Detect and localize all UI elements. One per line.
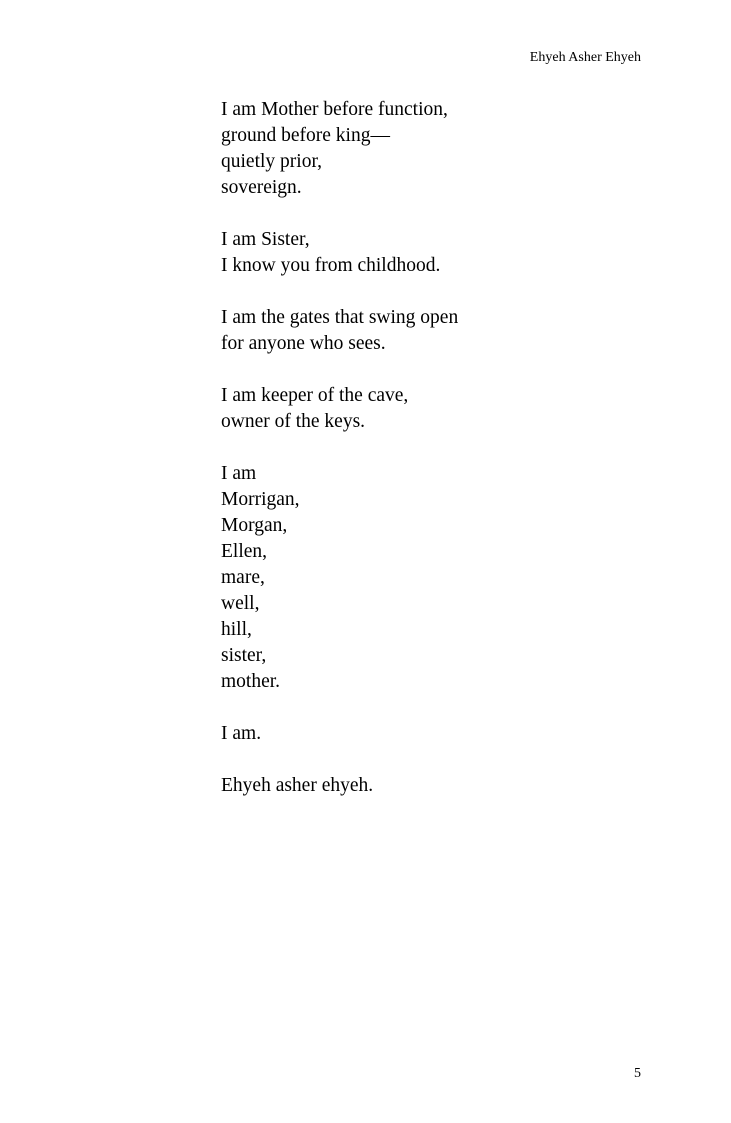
stanza — [221, 227, 641, 279]
poem-body — [221, 97, 641, 825]
poem-line: ground before king— — [221, 125, 390, 146]
poem-line: for anyone who sees. — [221, 333, 386, 354]
stanza — [221, 97, 641, 201]
poem-line: I am. — [221, 723, 262, 744]
stanza — [221, 305, 641, 357]
stanza — [221, 773, 641, 799]
poem-line: I am keeper of the cave, — [221, 385, 409, 406]
poem-line: sovereign. — [221, 177, 302, 198]
poem-line: Morgan, — [221, 515, 288, 536]
stanza — [221, 721, 641, 747]
poem-line: mare, — [221, 567, 265, 588]
poem-line: Ehyeh asher ehyeh. — [221, 775, 374, 796]
poem-line: Ellen, — [221, 541, 268, 562]
stanza — [221, 461, 641, 695]
poem-line: I am Sister, — [221, 229, 310, 250]
poem-line: I know you from childhood. — [221, 255, 441, 276]
poem-line: Morrigan, — [221, 489, 300, 510]
poem-line: sister, — [221, 645, 267, 666]
poem-line: I am the gates that swing open — [221, 307, 459, 328]
poem-line: I am Mother before function, — [221, 99, 448, 120]
poem-line: I am — [221, 463, 257, 484]
poem-line: mother. — [221, 671, 281, 692]
poem-line: hill, — [221, 619, 252, 640]
poem-line: owner of the keys. — [221, 411, 366, 432]
page-number: 5 — [634, 1066, 641, 1081]
poem-line: well, — [221, 593, 260, 614]
poem-line: quietly prior, — [221, 151, 323, 172]
stanza — [221, 383, 641, 435]
running-head-title: Ehyeh Asher Ehyeh — [529, 50, 641, 65]
